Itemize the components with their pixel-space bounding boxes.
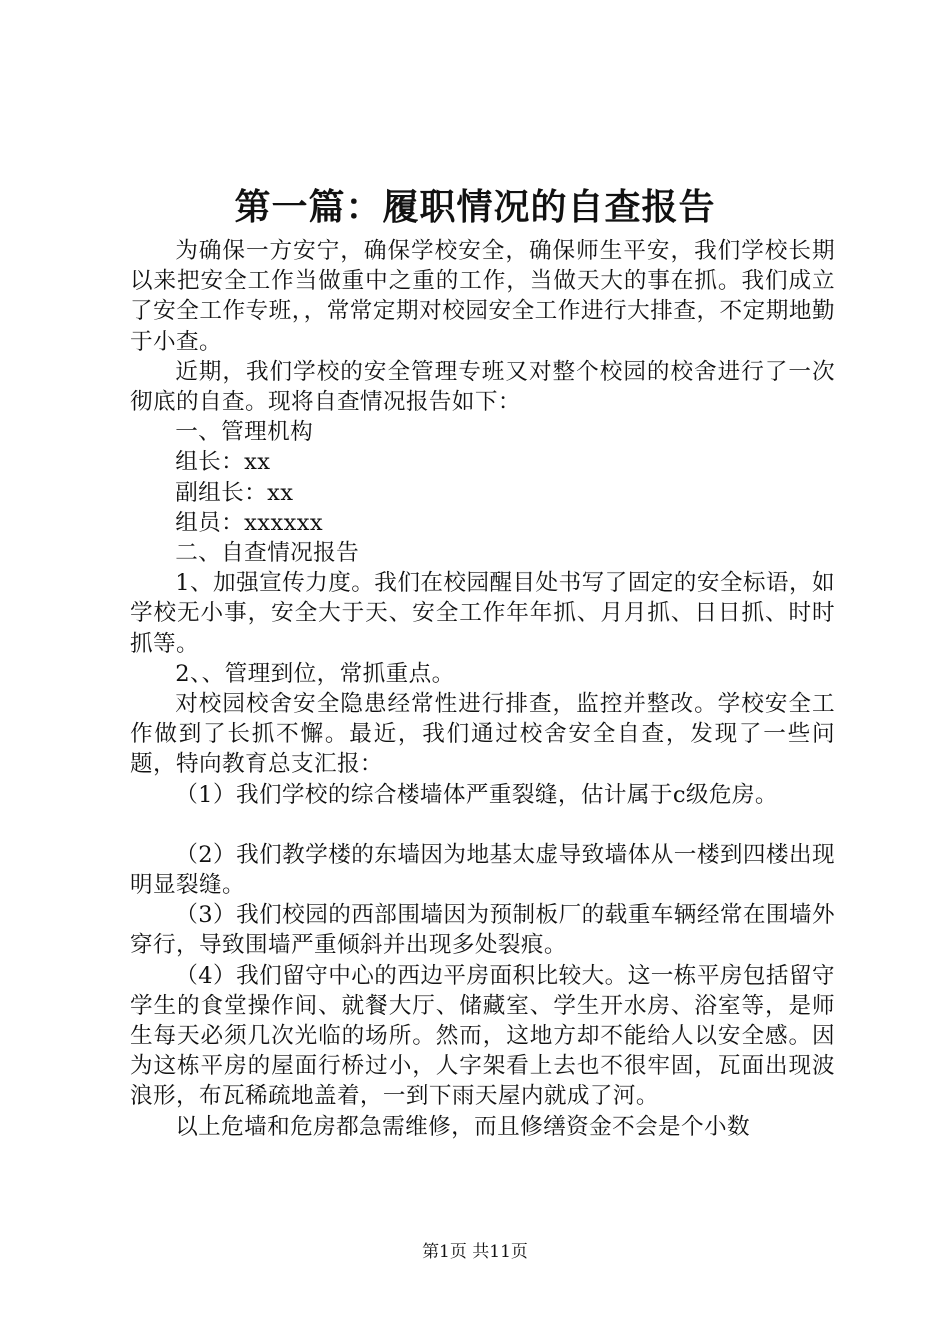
line-group-leader: 组长：xx	[175, 449, 271, 476]
paragraph-issue-2: （2）我们教学楼的东墙因为地基太虚导致墙体从一楼到四楼出现明显裂缝。	[130, 841, 835, 899]
paragraph-issue-3: （3）我们校园的西部围墙因为预制板厂的载重车辆经常在围墙外穿行，导致围墙严重倾斜并出现多处裂痕。	[130, 902, 835, 959]
heading-self-check: 二、自查情况报告	[175, 540, 360, 567]
paragraph-issue-4: （4）我们留守中心的西边平房面积比较大。这一栋平房包括留守学生的食堂操作间、就餐大厅、储藏室、学生开水房、浴室等，是师生每天必须几次光临的场所。然而，这地方却不能给人以安全感。因为这栋平房的屋面行桥过小，人字架看上去也不很牢固，瓦面出现波浪形，布瓦稀疏地盖着，一到下雨天屋内就成了河。	[130, 962, 835, 1110]
paragraph-recent-check: 近期，我们学校的安全管理专班又对整个校园的校舍进行了一次彻底的自查。现将自查情况报告如下：	[130, 358, 835, 416]
document-body	[130, 236, 835, 1142]
line-members: 组员：xxxxxx	[175, 509, 324, 536]
paragraph-issue-1: （1）我们学校的综合楼墙体严重裂缝，估计属于c级危房。	[175, 781, 778, 808]
document-title: 第一篇：履职情况的自查报告	[234, 187, 716, 228]
paragraph-conclusion: 以上危墙和危房都急需维修，而且修缮资金不会是个小数	[175, 1113, 751, 1140]
paragraph-item-2: 2、、管理到位，常抓重点。	[175, 660, 455, 687]
paragraph-item-1: 1、加强宣传力度。我们在校园醒目处书写了固定的安全标语，如学校无小事，安全大于天、安全工作年年抓、月月抓、日日抓、时时抓等。	[130, 570, 835, 657]
page-footer: 第1页 共11页	[422, 1242, 528, 1262]
paragraph-intro: 为确保一方安宁，确保学校安全，确保师生平安，我们学校长期以来把安全工作当做重中之重的工作，当做天大的事在抓。我们成立了安全工作专班，，常常定期对校园安全工作进行大排查，不定期地勤于小查。	[130, 238, 835, 355]
paragraph-hazard-check: 对校园校舍安全隐患经常性进行排查，监控并整改。学校安全工作做到了长抓不懈。最近，我们通过校舍安全自查，发现了一些问题，特向教育总支汇报：	[130, 691, 835, 778]
heading-management: 一、管理机构	[175, 419, 314, 446]
line-deputy-leader: 副组长：xx	[175, 479, 294, 506]
